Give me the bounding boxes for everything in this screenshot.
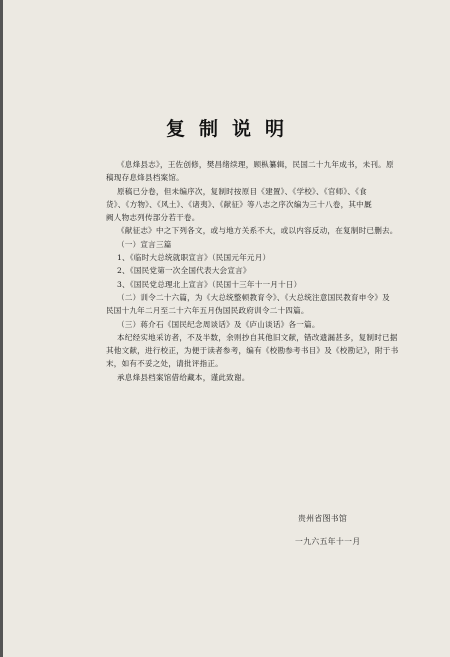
page-title: 复制说明 — [165, 118, 298, 140]
text-line: 原稿已分卷，但未编序次，复制时按原目《建置》、《学校》、《官师》、《食 — [117, 186, 367, 196]
text-line: 民国十九年二月至二十六年五月伪国民政府训令二十四篇。 — [106, 306, 309, 316]
text-line: 货》、《方物》、《风土》、《诸夷》、《献征》等八志之序次编为三十八卷，其中厩 — [106, 199, 372, 209]
text-line: （二）训令二十六篇，为《大总统整顿教育令》、《大总统注意国民教育申令》及 — [117, 292, 390, 302]
text-line: 2、《国民党第一次全国代表大会宣言》 — [117, 266, 251, 276]
text-line: 末，如有不妥之处，请批评指正。 — [106, 359, 223, 369]
text-line: （一）宣言三篇 — [117, 239, 172, 249]
text-line: 1、《临时大总统就职宣言》（民国元年元月） — [117, 253, 271, 263]
text-line: 稿现存息烽县档案馆。 — [106, 173, 184, 183]
text-line: 阙人物志列传部分若干卷。 — [106, 213, 200, 223]
text-line: 《息烽县志》，王佐创修，樊昌绪续理，顾枞纂辑，民国二十九年成书，未刊。原 — [117, 160, 394, 169]
body-text — [0, 158, 450, 384]
text-line: （三）蒋介石《国民纪念周谈话》及《庐山谈话》各一篇。 — [117, 319, 320, 329]
text-line: 《献征志》中之下列各文，或与地方关系不大，或以内容反动，在复制时已删去。 — [117, 226, 398, 236]
text-line: 本纪经实地采访者，不及半数，余则抄自其他旧文献，错改遗漏甚多，复制时已据 — [117, 332, 398, 342]
signature-org: 贵州省图书馆 — [298, 514, 348, 523]
signature-date: 一九六五年十一月 — [295, 537, 361, 546]
text-line: 其他文献，进行校正，为便于读者参考，编有《校勘参考书目》及《校勘记》，附于书 — [106, 346, 399, 356]
text-line: 承息烽县档案馆借给藏本，谨此致谢。 — [117, 372, 250, 382]
text-line: 3、《国民党总理北上宣言》（民国十三年十一月十日） — [117, 279, 302, 289]
